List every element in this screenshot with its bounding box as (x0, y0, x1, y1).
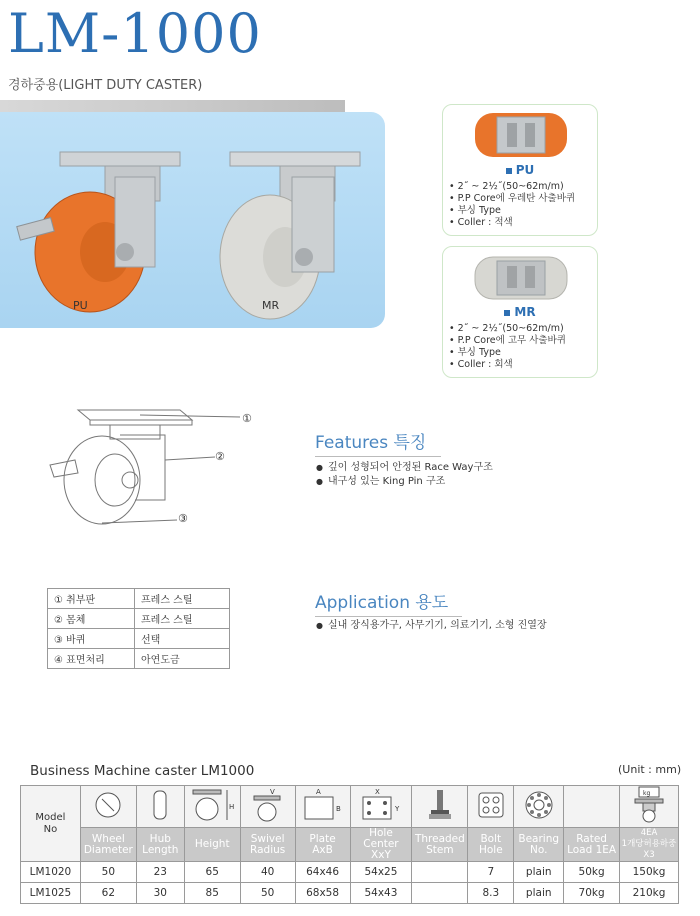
pu-caster-photo (10, 142, 210, 342)
mr-wheel-thumbnail (449, 251, 591, 303)
list-item: ● 실내 장식용가구, 사무기기, 의료기기, 소형 진열장 (316, 619, 547, 633)
table-cell: LM1020 (21, 862, 81, 883)
table-cell: 150kg (620, 862, 679, 883)
part-spec: 아연도금 (135, 649, 230, 669)
mr-spec-list (449, 323, 591, 371)
threaded-stem-icon (412, 786, 468, 828)
part-name: ① 취부판 (48, 589, 135, 609)
list-item: • Coller : 회색 (449, 359, 513, 370)
part-spec: 프레스 스틸 (135, 589, 230, 609)
title-divider-bar (0, 100, 345, 112)
table-cell: 30 (136, 883, 184, 904)
hero-label-mr: MR (262, 299, 280, 312)
application-list (316, 619, 547, 633)
callout-1: ① (242, 412, 252, 425)
table-cell: 50 (240, 883, 295, 904)
plate-letter-a: A (315, 788, 321, 796)
pu-wheel-thumbnail (449, 109, 591, 161)
pu-spec-card (442, 104, 598, 236)
rated-load-icon (564, 786, 620, 828)
model-header: Model No (21, 786, 81, 862)
icon-row (21, 786, 679, 828)
four-ea-load-icon (620, 786, 679, 828)
table-cell: 64x46 (295, 862, 350, 883)
pu-spec-list (449, 181, 591, 229)
header-row (21, 828, 679, 862)
table-cell: 54x43 (350, 883, 412, 904)
column-header: Threaded Stem (412, 828, 468, 862)
hero-label-pu: PU (73, 299, 88, 312)
table-cell: 23 (136, 862, 184, 883)
table-cell: LM1025 (21, 883, 81, 904)
pu-wheel-icon (449, 109, 593, 161)
table-cell: 65 (184, 862, 240, 883)
table-cell (412, 862, 468, 883)
column-header: Wheel Diameter (80, 828, 136, 862)
table-row (48, 589, 230, 609)
height-letter: H (229, 803, 235, 811)
part-name: ③ 바퀴 (48, 629, 135, 649)
pu-card-name: PU (449, 163, 591, 177)
bolt-hole-icon (468, 786, 514, 828)
table-cell: plain (514, 862, 564, 883)
mr-caster-photo (200, 142, 400, 342)
list-item: • 2˝ ~ 2½˝(50~62m/m) (449, 323, 564, 334)
bearing-icon (514, 786, 564, 828)
spec-table (20, 785, 679, 904)
mr-spec-card (442, 246, 598, 378)
hole-letter-y: Y (394, 805, 400, 813)
table-row (21, 862, 679, 883)
table-cell: 54x25 (350, 862, 412, 883)
list-item: • P.P Core에 고무 사출바퀴 (449, 335, 566, 346)
swivel-letter: V (269, 788, 275, 796)
part-spec: 프레스 스틸 (135, 609, 230, 629)
column-header: Height (184, 828, 240, 862)
table-cell: 85 (184, 883, 240, 904)
table-cell: 62 (80, 883, 136, 904)
table-cell: 8.3 (468, 883, 514, 904)
mr-wheel-icon (449, 251, 593, 303)
parts-table (47, 588, 230, 669)
plate-icon (295, 786, 350, 828)
height-icon (184, 786, 240, 828)
features-list (316, 461, 493, 489)
mr-card-name: MR (449, 305, 591, 319)
table-row (48, 629, 230, 649)
list-item: • 부싱 Type (449, 205, 501, 216)
table-cell: 50 (80, 862, 136, 883)
features-title: Features 특징 (315, 428, 441, 457)
table-cell: 40 (240, 862, 295, 883)
hub-length-icon (136, 786, 184, 828)
column-header: 4EA 1개당허용하중X3 (620, 828, 679, 862)
part-name: ② 몸체 (48, 609, 135, 629)
plate-letter-b: B (335, 805, 341, 813)
application-title: Application 용도 (315, 588, 462, 617)
load-letter: kg (643, 790, 651, 797)
page-subtitle: 경하중용(LIGHT DUTY CASTER) (8, 78, 203, 93)
table-cell: 7 (468, 862, 514, 883)
hole-letter-x: X (374, 788, 380, 796)
list-item: • Coller : 적색 (449, 217, 513, 228)
part-name: ④ 표면처리 (48, 649, 135, 669)
list-item: ● 내구성 있는 King Pin 구조 (316, 475, 493, 489)
table-cell: 68x58 (295, 883, 350, 904)
column-header: Bearing No. (514, 828, 564, 862)
part-spec: 선택 (135, 629, 230, 649)
table-cell: 70kg (564, 883, 620, 904)
spec-table-title: Business Machine caster LM1000 (30, 763, 255, 779)
table-row (48, 649, 230, 669)
unit-label: (Unit : mm) (618, 763, 682, 776)
column-header: Plate AxB (295, 828, 350, 862)
column-header: Bolt Hole (468, 828, 514, 862)
callout-3: ③ (178, 512, 188, 525)
page-title: LM-1000 (8, 2, 262, 65)
table-cell: plain (514, 883, 564, 904)
hole-center-icon (350, 786, 412, 828)
table-row (21, 883, 679, 904)
table-cell: 50kg (564, 862, 620, 883)
column-header: Hub Length (136, 828, 184, 862)
table-row (48, 609, 230, 629)
table-cell (412, 883, 468, 904)
table-cell: 210kg (620, 883, 679, 904)
callout-2: ② (215, 450, 225, 463)
swivel-radius-icon (240, 786, 295, 828)
list-item: • 2˝ ~ 2½˝(50~62m/m) (449, 181, 564, 192)
list-item: • 부싱 Type (449, 347, 501, 358)
product-photo-panel (0, 112, 385, 328)
column-header: Hole Center XxY (350, 828, 412, 862)
column-header: Rated Load 1EA (564, 828, 620, 862)
column-header: Swivel Radius (240, 828, 295, 862)
caster-line-drawing (40, 405, 270, 535)
wheel-diameter-icon (80, 786, 136, 828)
list-item: • P.P Core에 우레탄 사출바퀴 (449, 193, 576, 204)
list-item: ● 깊이 성형되어 안정된 Race Way구조 (316, 461, 493, 475)
